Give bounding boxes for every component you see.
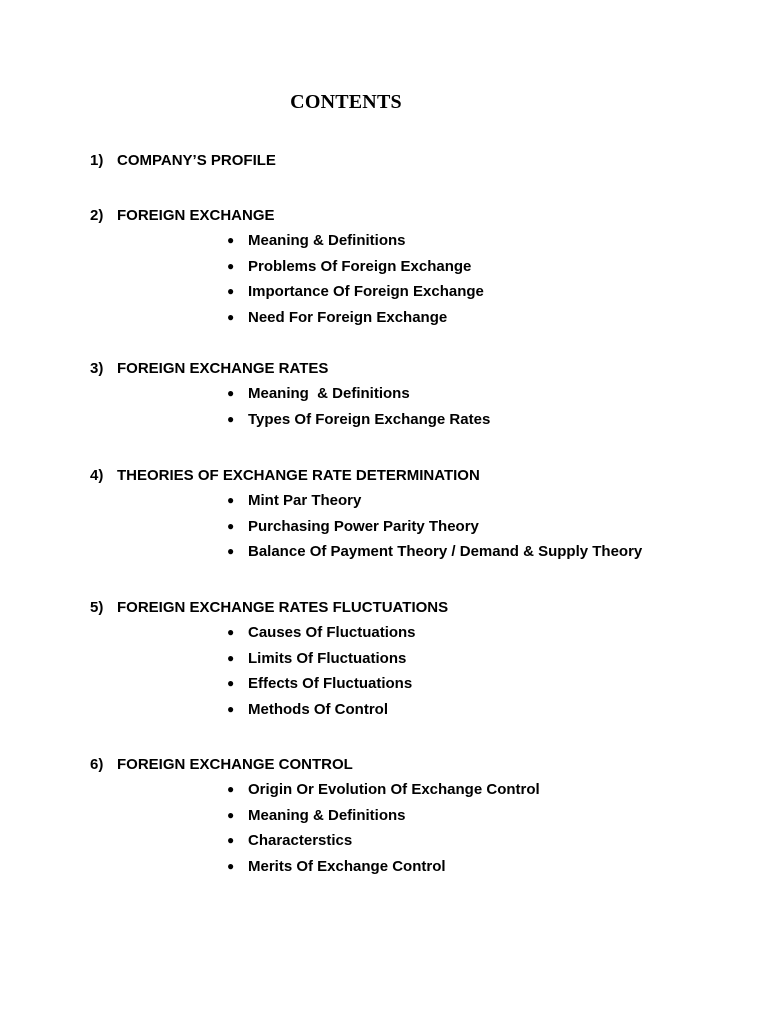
section-number: 2) bbox=[90, 207, 104, 224]
section-number: 1) bbox=[90, 152, 104, 169]
bullet-icon: ● bbox=[227, 544, 235, 559]
item-text: Purchasing Power Parity Theory bbox=[248, 517, 479, 535]
bullet-list bbox=[90, 777, 540, 879]
bullet-icon: ● bbox=[227, 858, 235, 873]
item-text: Origin Or Evolution Of Exchange Control bbox=[248, 781, 540, 798]
list-item bbox=[90, 228, 484, 254]
section-title: COMPANY’S PROFILE bbox=[117, 152, 276, 169]
bullet-icon: ● bbox=[227, 493, 235, 507]
toc-section-1 bbox=[90, 148, 276, 173]
item-text: Need For Foreign Exchange bbox=[248, 308, 448, 326]
bullet-icon: ● bbox=[227, 386, 235, 400]
list-item bbox=[90, 854, 540, 880]
bullet-icon: ● bbox=[227, 676, 235, 691]
item-text: Importance Of Foreign Exchange bbox=[248, 283, 484, 301]
item-text: Limits Of Fluctuations bbox=[248, 649, 407, 667]
bullet-list bbox=[90, 381, 490, 432]
item-text: Meaning & Definitions bbox=[248, 806, 406, 824]
section-heading bbox=[90, 356, 490, 381]
bullet-icon: ● bbox=[227, 233, 235, 247]
bullet-icon: ● bbox=[227, 701, 235, 716]
item-text: Methods Of Control bbox=[248, 700, 388, 718]
list-item bbox=[90, 254, 484, 280]
item-text: Meaning & Definitions bbox=[248, 385, 410, 402]
section-title: FOREIGN EXCHANGE RATES bbox=[117, 360, 329, 377]
section-number: 3) bbox=[90, 360, 104, 377]
list-item bbox=[90, 828, 540, 854]
item-text: Meaning & Definitions bbox=[248, 232, 406, 249]
section-number: 6) bbox=[90, 756, 104, 773]
bullet-icon: ● bbox=[227, 833, 235, 848]
section-title: THEORIES OF EXCHANGE RATE DETERMINATION bbox=[117, 467, 480, 484]
toc-section-4 bbox=[90, 463, 642, 565]
page-title: CONTENTS bbox=[290, 91, 402, 113]
item-text: Effects Of Fluctuations bbox=[248, 675, 413, 693]
list-item bbox=[90, 777, 540, 803]
bullet-list bbox=[90, 488, 642, 565]
list-item bbox=[90, 697, 448, 723]
section-number: 5) bbox=[90, 599, 104, 616]
list-item bbox=[90, 407, 490, 433]
list-item bbox=[90, 671, 448, 697]
list-item bbox=[90, 539, 642, 565]
toc-section-3 bbox=[90, 356, 490, 432]
bullet-icon: ● bbox=[227, 650, 235, 665]
toc-section-6 bbox=[90, 752, 540, 879]
section-number: 4) bbox=[90, 467, 104, 484]
bullet-list bbox=[90, 620, 448, 722]
bullet-icon: ● bbox=[227, 782, 235, 796]
item-text: Characterstics bbox=[248, 832, 353, 850]
item-text: Balance Of Payment Theory / Demand & Supply Theory bbox=[248, 543, 643, 561]
toc-section-2 bbox=[90, 203, 484, 330]
bullet-icon: ● bbox=[227, 309, 235, 324]
section-heading bbox=[90, 595, 448, 620]
item-text: Problems Of Foreign Exchange bbox=[248, 257, 472, 275]
section-heading bbox=[90, 148, 276, 173]
bullet-icon: ● bbox=[227, 411, 235, 426]
list-item bbox=[90, 620, 448, 646]
bullet-list bbox=[90, 228, 484, 330]
item-text: Mint Par Theory bbox=[248, 492, 362, 509]
item-text: Types Of Foreign Exchange Rates bbox=[248, 410, 491, 428]
item-text: Causes Of Fluctuations bbox=[248, 624, 416, 641]
section-heading bbox=[90, 463, 642, 488]
section-title: FOREIGN EXCHANGE CONTROL bbox=[117, 756, 353, 773]
bullet-icon: ● bbox=[227, 625, 235, 639]
section-heading bbox=[90, 203, 484, 228]
list-item bbox=[90, 488, 642, 514]
list-item bbox=[90, 279, 484, 305]
list-item bbox=[90, 803, 540, 829]
list-item bbox=[90, 646, 448, 672]
section-title: FOREIGN EXCHANGE bbox=[117, 207, 275, 224]
list-item bbox=[90, 305, 484, 331]
bullet-icon: ● bbox=[227, 518, 235, 533]
section-heading bbox=[90, 752, 540, 777]
list-item bbox=[90, 381, 490, 407]
bullet-icon: ● bbox=[227, 807, 235, 822]
item-text: Merits Of Exchange Control bbox=[248, 857, 446, 875]
bullet-icon: ● bbox=[227, 258, 235, 273]
toc-section-5 bbox=[90, 595, 448, 722]
bullet-icon: ● bbox=[227, 284, 235, 299]
section-title: FOREIGN EXCHANGE RATES FLUCTUATIONS bbox=[117, 599, 449, 616]
list-item bbox=[90, 514, 642, 540]
